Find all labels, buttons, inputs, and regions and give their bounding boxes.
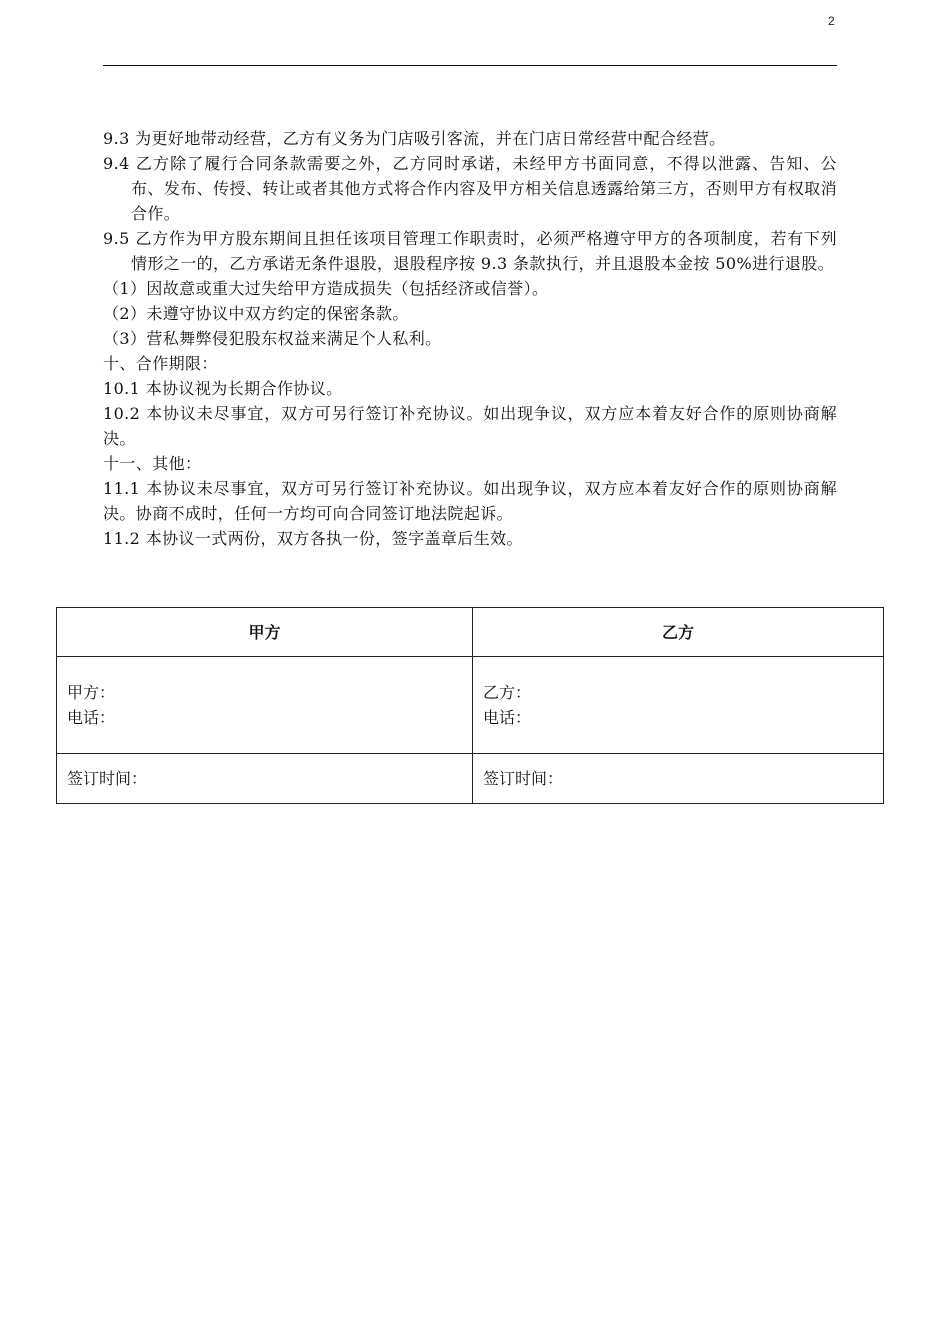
party-a-phone-label: 电话： <box>67 708 116 727</box>
party-b-info-cell <box>473 657 884 754</box>
section-11-heading: 十一、其他： <box>103 454 202 473</box>
party-a-info-cell <box>57 657 473 754</box>
party-b-header: 乙方 <box>473 608 884 657</box>
signature-table <box>56 607 884 804</box>
clause-9-5-item-2: （2）未遵守协议中双方约定的保密条款。 <box>103 304 409 323</box>
party-a-date-label: 签订时间： <box>57 754 473 804</box>
signature-header-row <box>57 608 884 657</box>
clause-11-1: 11.1 本协议未尽事宜，双方可另行签订补充协议。如出现争议，双方应本着友好合作的原则协商解决。协商不成时，任何一方均可向合同签订地法院起诉。 <box>103 479 837 523</box>
clause-9-5: 9.5 乙方作为甲方股东期间且担任该项目管理工作职责时，必须严格遵守甲方的各项制度，若有下列情形之一的，乙方承诺无条件退股，退股程序按 9.3 条款执行，并且退股本金按 50%进行退股。 <box>103 229 837 273</box>
header-rule <box>103 65 837 66</box>
party-b-phone-label: 电话： <box>483 708 532 727</box>
party-b-date-label: 签订时间： <box>473 754 884 804</box>
clause-11-2: 11.2 本协议一式两份，双方各执一份，签字盖章后生效。 <box>103 529 523 548</box>
clause-10-1: 10.1 本协议视为长期合作协议。 <box>103 379 343 398</box>
clause-10-2: 10.2 本协议未尽事宜，双方可另行签订补充协议。如出现争议，双方应本着友好合作的原则协商解决。 <box>103 404 837 448</box>
clause-9-3: 9.3 为更好地带动经营，乙方有义务为门店吸引客流，并在门店日常经营中配合经营。 <box>103 129 726 148</box>
party-a-header: 甲方 <box>57 608 473 657</box>
page-number: 2 <box>828 14 835 28</box>
signature-date-row <box>57 754 884 804</box>
signature-info-row <box>57 657 884 754</box>
clause-9-5-item-1: （1）因故意或重大过失给甲方造成损失（包括经济或信誉）。 <box>103 279 549 298</box>
section-10-heading: 十、合作期限： <box>103 354 218 373</box>
party-b-name-label: 乙方： <box>483 683 532 702</box>
clause-9-4: 9.4 乙方除了履行合同条款需要之外，乙方同时承诺，未经甲方书面同意，不得以泄露、告知、公布、发布、传授、转让或者其他方式将合作内容及甲方相关信息透露给第三方，否则甲方有权取消合作。 <box>103 154 837 223</box>
contract-body <box>103 126 837 551</box>
clause-9-5-item-3: （3）营私舞弊侵犯股东权益来满足个人私利。 <box>103 329 442 348</box>
party-a-name-label: 甲方： <box>67 683 116 702</box>
